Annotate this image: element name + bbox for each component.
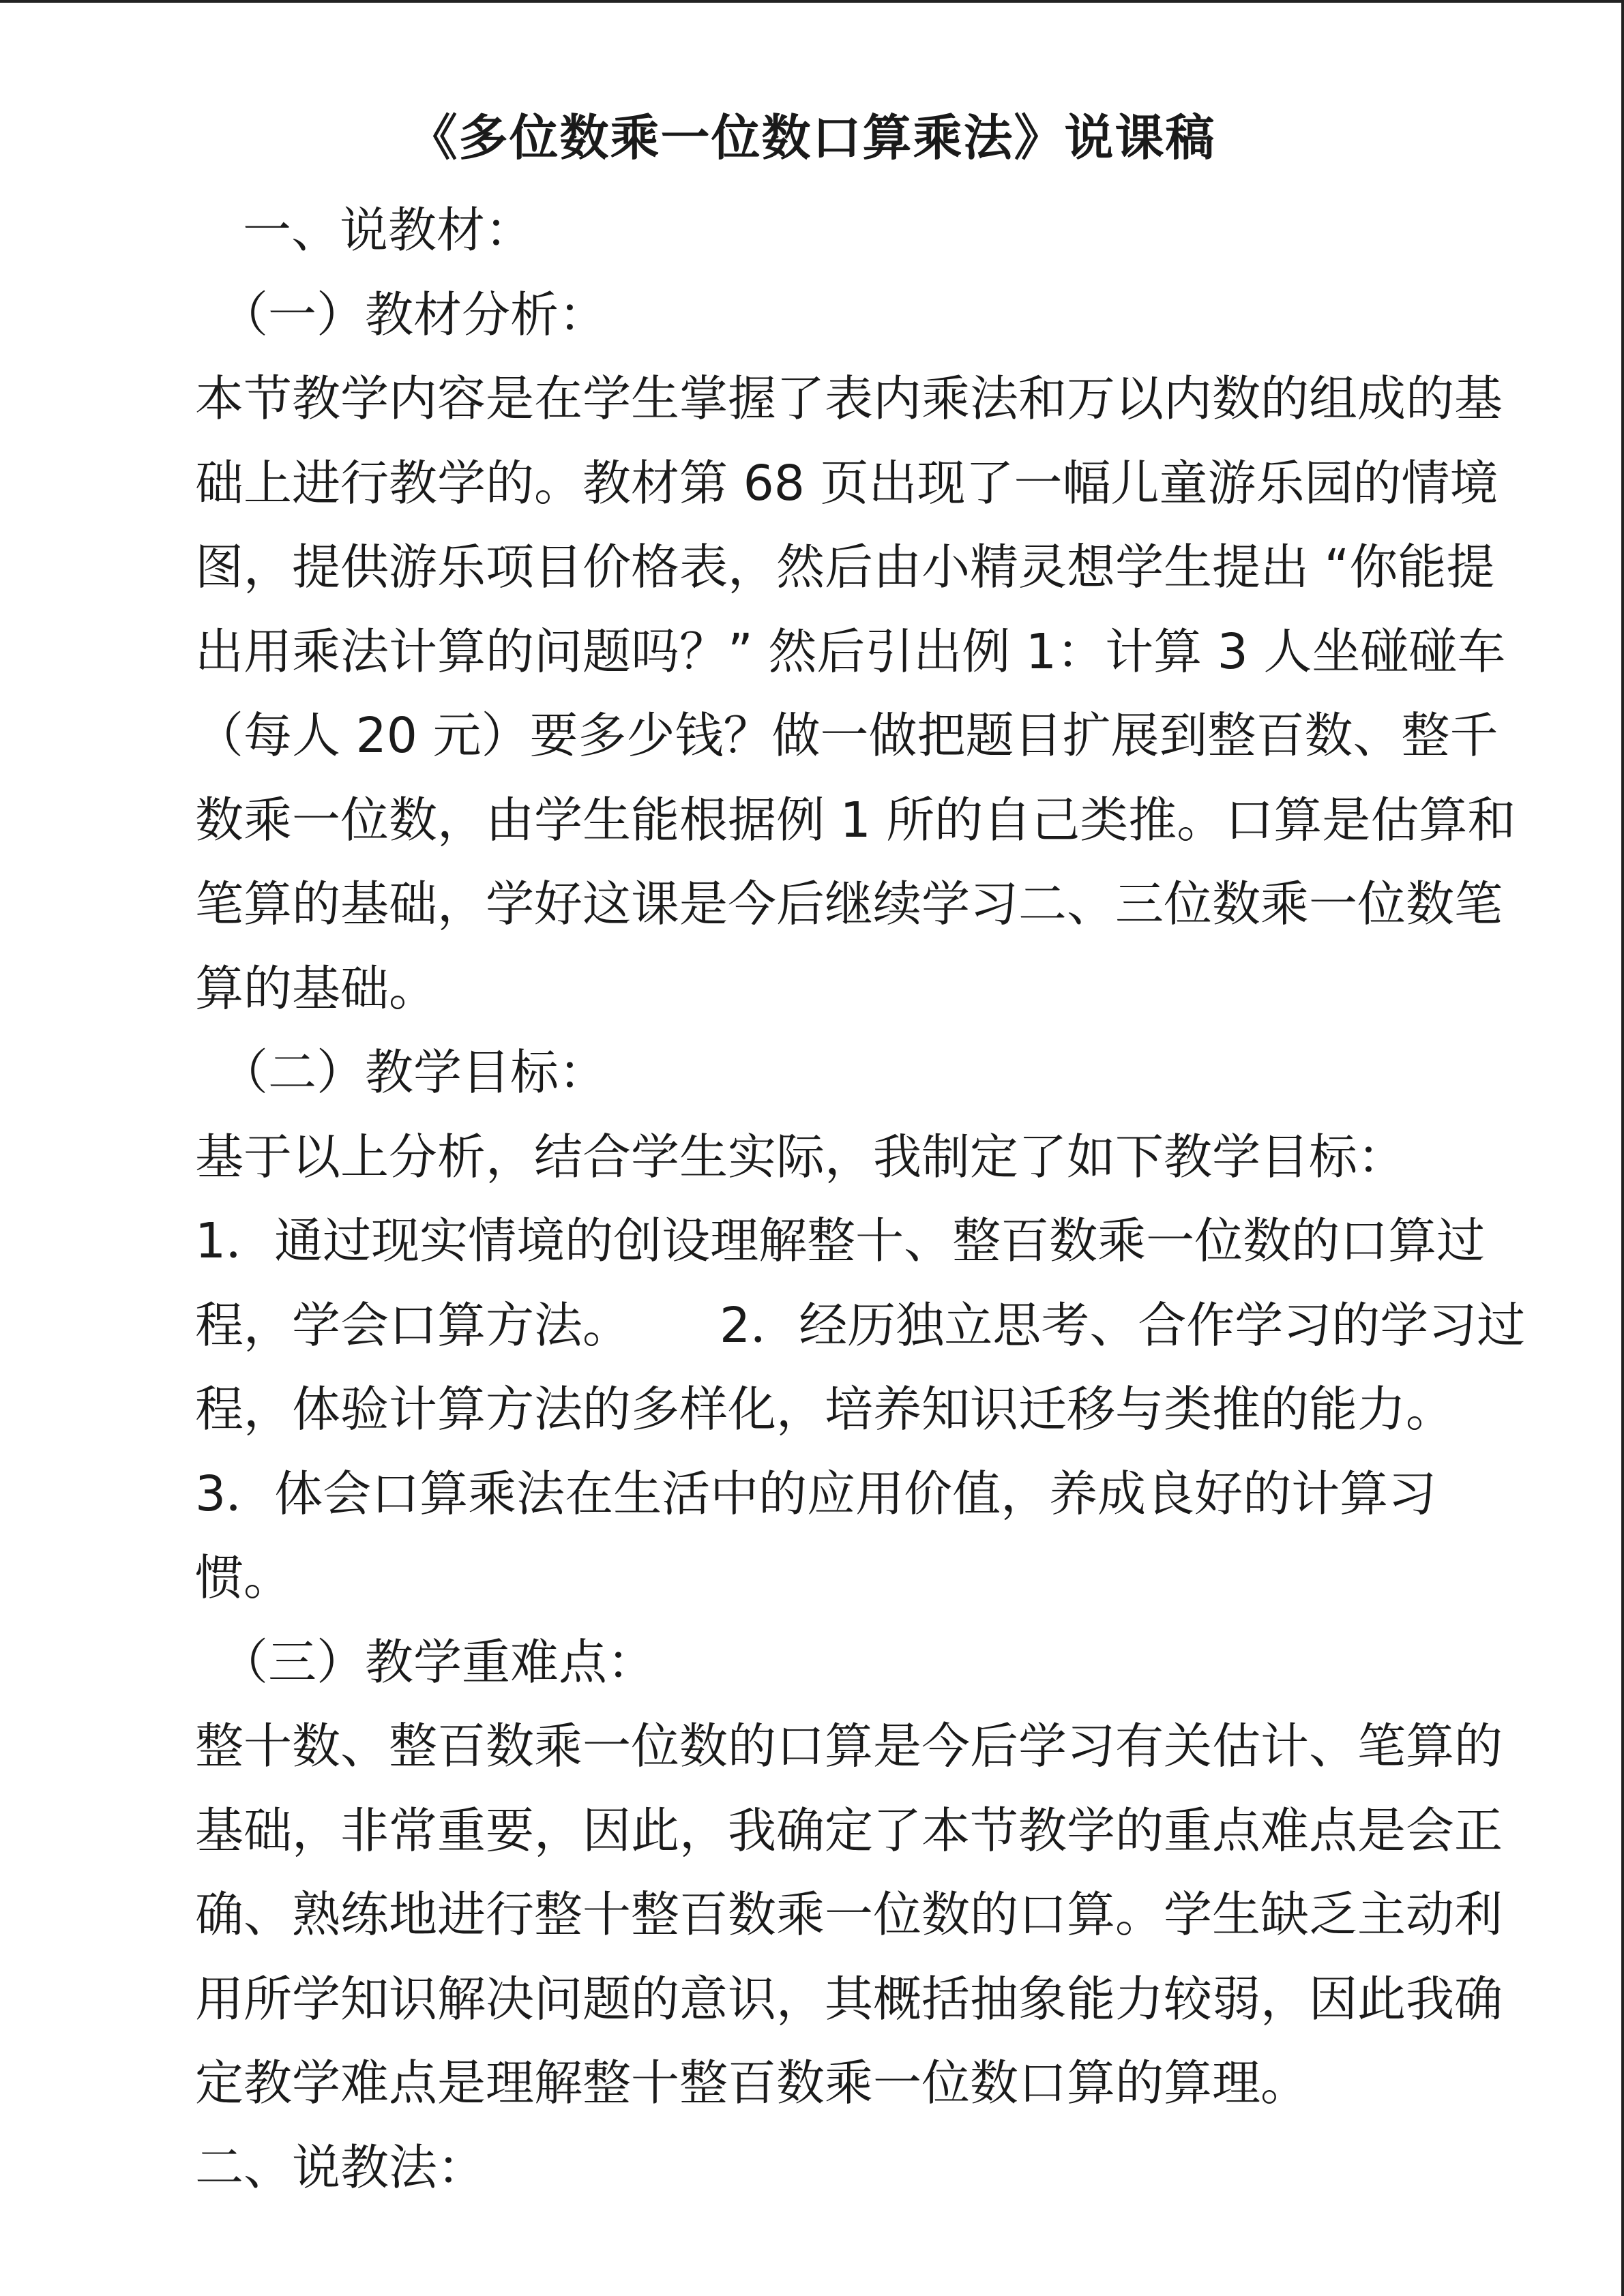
section-heading-methods: 二、说教法：	[195, 2138, 486, 2196]
analysis-line: 笔算的基础，学好这课是今后继续学习二、三位数乘一位数笔	[195, 876, 1503, 932]
keypoints-line: 基础，非常重要，因此，我确定了本节教学的重点难点是会正	[195, 1802, 1503, 1859]
document-body	[195, 188, 1539, 2209]
analysis-line: 础上进行教学的。教材第 68 页出现了一幅儿童游乐园的情境	[195, 454, 1498, 511]
subsection-heading-goals: （二）教学目标：	[220, 1044, 608, 1101]
goal-3-line-1: 3．体会口算乘法在生活中的应用价值，养成良好的计算习	[195, 1465, 1437, 1522]
keypoints-line: 确、熟练地进行整十整百数乘一位数的口算。学生缺乏主动利	[195, 1886, 1503, 1943]
subsection-heading-analysis: （一）教材分析：	[220, 286, 608, 343]
goal-3-line-2: 惯。	[195, 1549, 293, 1606]
goals-intro: 基于以上分析，结合学生实际，我制定了如下教学目标：	[195, 1128, 1406, 1185]
analysis-line: 数乘一位数，由学生能根据例 1 所的自己类推。口算是估算和	[195, 791, 1516, 848]
goal-2-line-2: 程，体验计算方法的多样化，培养知识迁移与类推的能力。	[195, 1381, 1455, 1437]
subsection-heading-keypoints: （三）教学重难点：	[220, 1633, 656, 1690]
analysis-line: 算的基础。	[195, 959, 438, 1017]
section-heading-textbook: 一、说教材：	[243, 202, 534, 258]
keypoints-line: 用所学知识解决问题的意识，其概括抽象能力较弱，因此我确	[195, 1970, 1503, 2027]
analysis-line: 出用乘法计算的问题吗？” 然后引出例 1：计算 3 人坐碰碰车	[195, 623, 1506, 680]
keypoints-line: 整十数、整百数乘一位数的口算是今后学习有关估计、笔算的	[195, 1718, 1503, 1774]
goal-1-2-line	[195, 1283, 1539, 1368]
document-title: 《多位数乘一位数口算乘法》说课稿	[408, 109, 1216, 166]
goal-2-line-1: 2．经历独立思考、合作学习的学习过	[720, 1296, 1526, 1354]
analysis-line: 图，提供游乐项目价格表，然后由小精灵想学生提出 “你能提	[195, 539, 1495, 595]
keypoints-line: 定教学难点是理解整十整百数乘一位数口算的算理。	[195, 2055, 1310, 2111]
analysis-line: 本节教学内容是在学生掌握了表内乘法和万以内数的组成的基	[195, 370, 1503, 427]
goal-1-line-1: 1．通过现实情境的创设理解整十、整百数乘一位数的口算过	[195, 1212, 1486, 1269]
goal-1-line-2: 程，学会口算方法。	[195, 1296, 632, 1354]
analysis-line: （每人 20 元）要多少钱？做一做把题目扩展到整百数、整千	[195, 707, 1498, 764]
